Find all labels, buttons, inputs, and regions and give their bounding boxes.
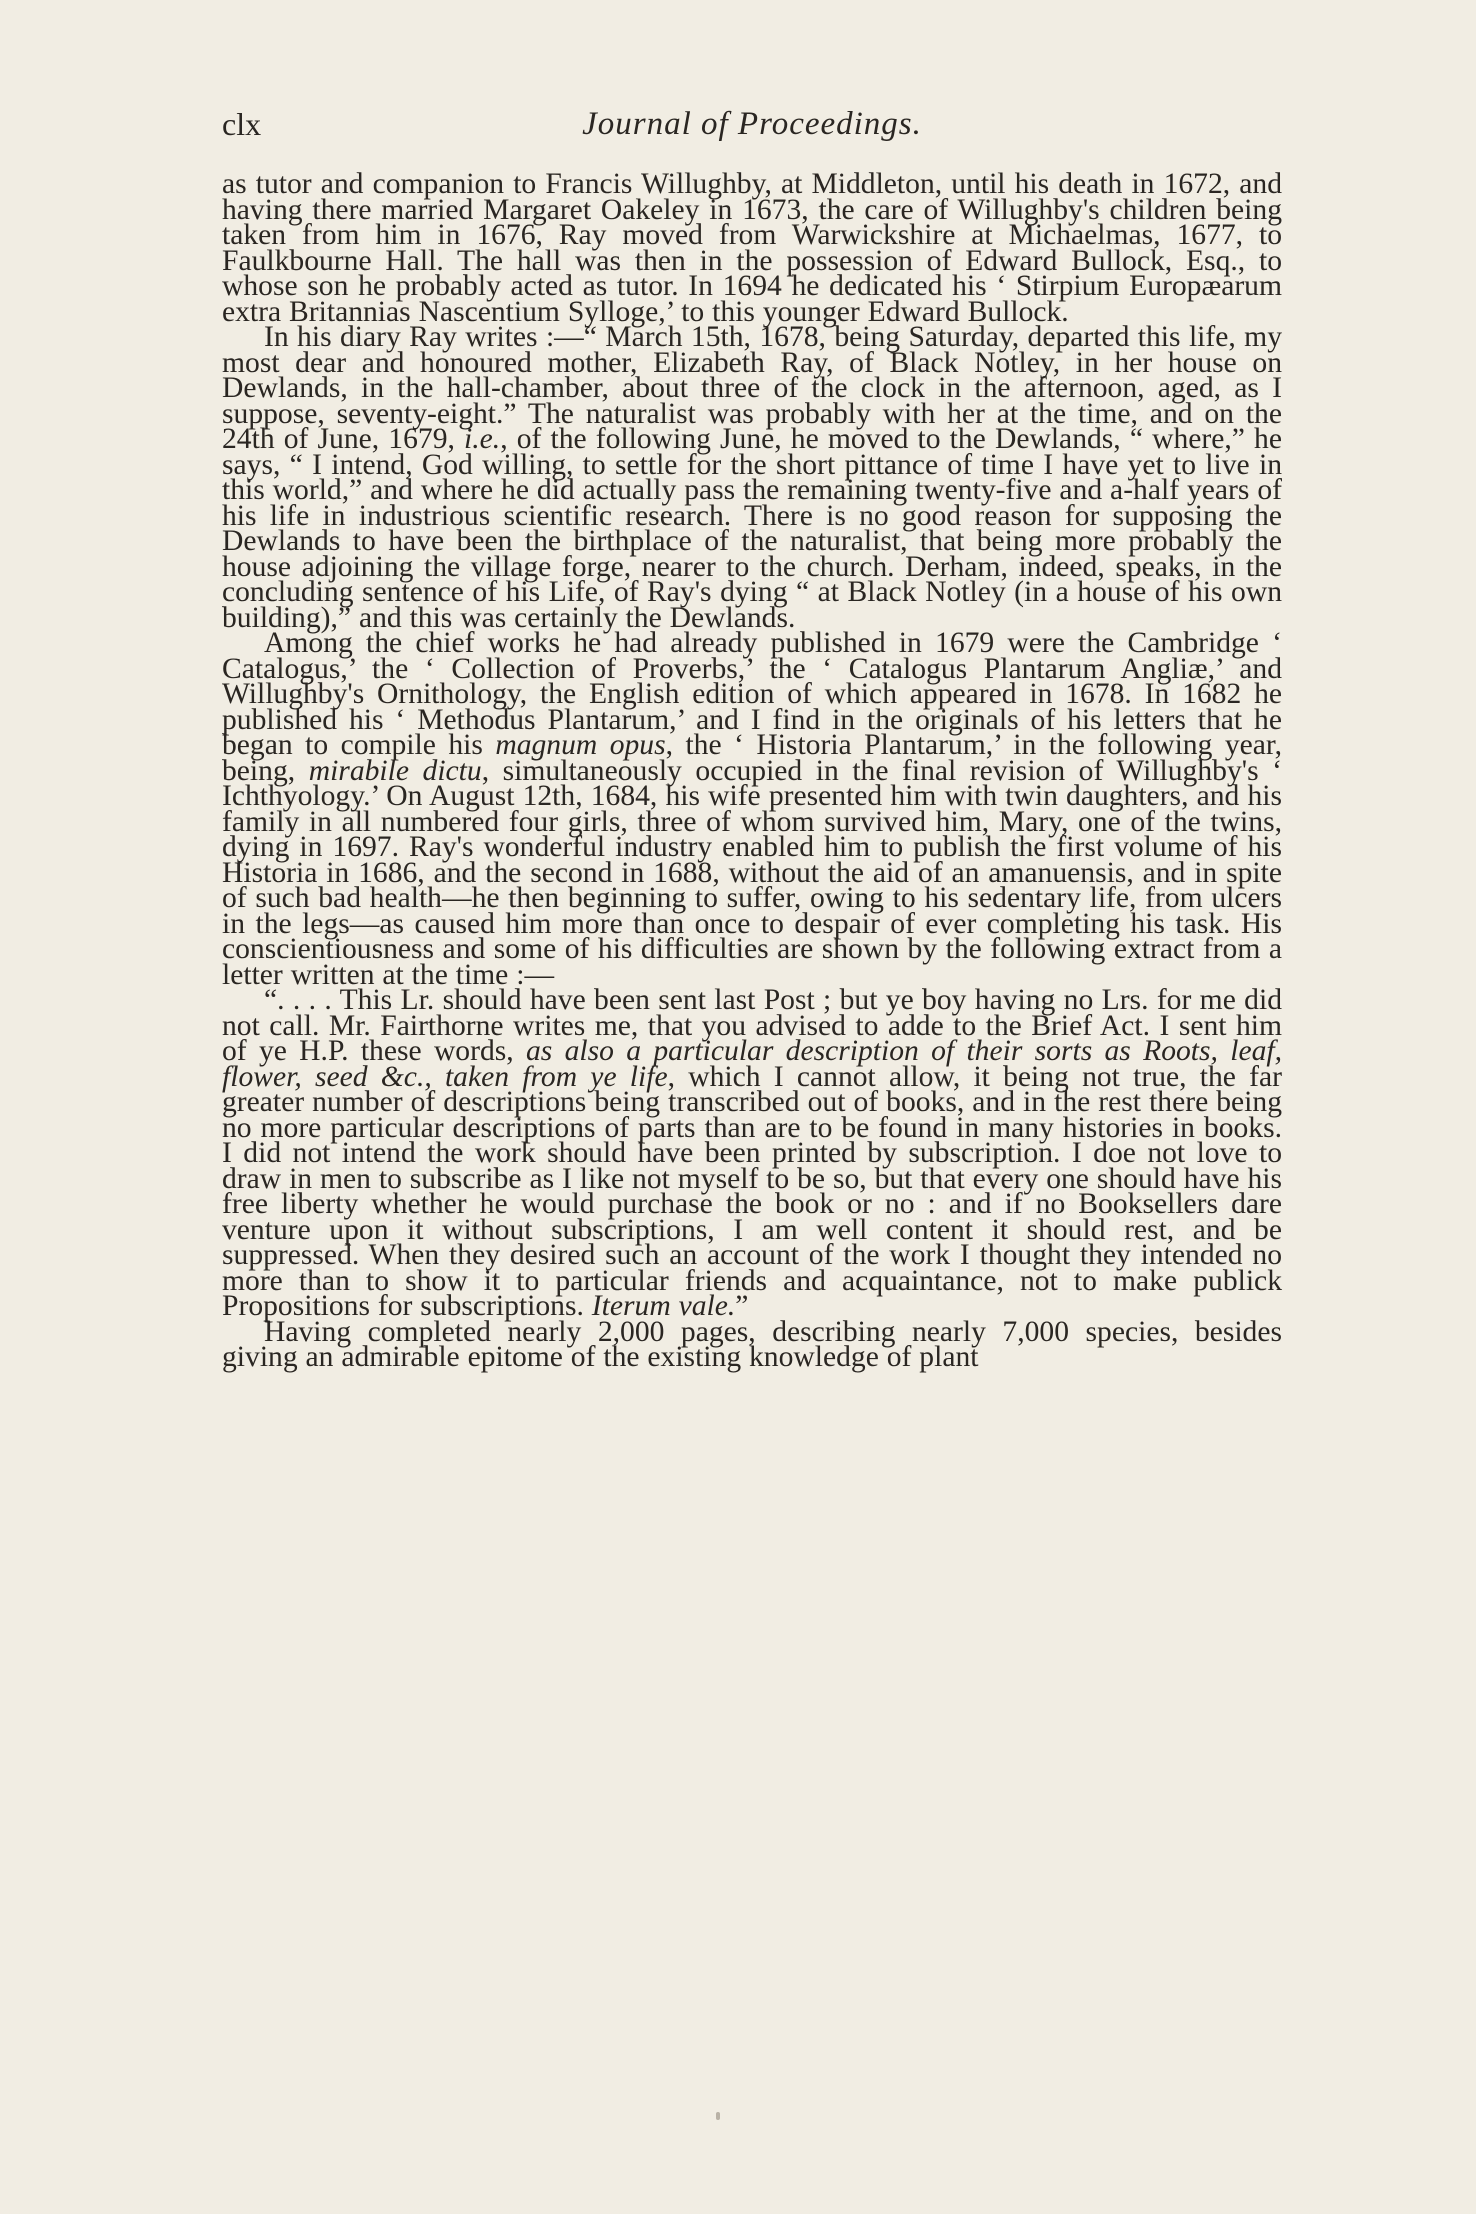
page-header — [222, 106, 1282, 156]
italic-abbreviation: i.e. — [464, 423, 501, 455]
text-run: , the ‘ Historia Plantarum,’ in the following year, being, — [222, 729, 1282, 787]
italic-phrase: magnum opus — [495, 729, 666, 761]
running-title: Journal of Proceedings. — [582, 106, 922, 142]
ink-speck — [716, 2112, 720, 2120]
paragraph-diary — [222, 321, 1282, 634]
text-run: Among the chief works he had already published in 1679 were the Cambridge ‘ Catalogus,’ the ‘ Collection of Proverbs,’ the ‘ Catalogus Plantarum Angliæ,’ and Willughby's Ornithology, the English edition of which appeared in 1678. In 1682 he published his ‘ Methodus Plantarum,’ and I find in the originals of his letters that he began to compile his — [222, 627, 1282, 761]
closing-quote: ” — [735, 1290, 749, 1322]
letter-extract — [222, 984, 1283, 1322]
body-text — [222, 168, 1283, 1373]
text-run: , which I cannot allow, it being not true, the far greater number of descriptions being transcribed out of books, and in the rest there being no more particular descriptions of parts than are to be found in many histories in books. I did not intend the work should have been printed by subscription. I doe not love to draw in men to subscribe as I like not myself to be so, but that every one should have his free liberty whether he would purchase the book or no : and if no Booksellers dare venture upon it without subscriptions, I am well content it should rest, and be suppressed. When they desired such an account of the work I thought they intended no more than to show it to particular friends and acquaintance, not to make publick Propositions for subscriptions. — [222, 1060, 1282, 1322]
paragraph-continued: as tutor and companion to Francis Willughby, at Middleton, until his death in 1672, and having there married Margaret Oakeley in 1673, the care of Willughby's children being taken from him in 1676, Ray moved from Warwickshire at Michaelmas, 1677, to Faulkbourne Hall. The hall was then in the possession of Edward Bullock, Esq., to whose son he probably acted as tutor. In 1694 he dedicated his ‘ Stirpium Europæarum extra Britannias Nascentium Sylloge,’ to this younger Edward Bullock. — [222, 168, 1282, 328]
page-number: clx — [222, 106, 262, 142]
italic-closing: Iterum vale. — [591, 1290, 736, 1322]
paragraph-works — [222, 627, 1282, 991]
italic-phrase: mirabile dictu — [308, 754, 482, 787]
paragraph-final: Having completed nearly 2,000 pages, describing nearly 7,000 species, besides giving an admirable epitome of the existing knowledge of plant — [222, 1315, 1282, 1373]
text-run: “. . . . This Lr. should have been sent last Post ; but ye boy having no Lrs. for me did not call. Mr. Fairthorne writes me, that you advised to adde to the Brief Act. I sent him of ye H.P. these words, — [222, 984, 1282, 1067]
italic-quotation: as also a particular description of their sorts as Roots, leaf, flower, seed &c., taken from ye life — [222, 1035, 1283, 1093]
text-run: In his diary Ray writes :—“ March 15th, 1678, being Saturday, departed this life, my most dear and honoured mother, Elizabeth Ray, of Black Notley, in her house on Dewlands, in the hall-chamber, about three of the clock in the afternoon, aged, as I suppose, seventy-eight.” The naturalist was probably with her at the time, and on the 24th of June, 1679, — [222, 321, 1282, 455]
text-run: , of the following June, he moved to the Dewlands, “ where,” he says, “ I intend, God willing, to settle for the short pittance of time I have yet to live in this world,” and where he did actually pass the remaining twenty-five and a-half years of his life in industrious scientific research. There is no good reason for supposing the Dewlands to have been the birthplace of the naturalist, that being more probably the house adjoining the village forge, nearer to the church. Derham, indeed, speaks, in the concluding sentence of his Life, of Ray's dying “ at Black Notley (in a house of his own building),” and this was certainly the Dewlands. — [222, 423, 1282, 634]
text-run: , simultaneously occupied in the final revision of Willughby's ‘ Ichthyology.’ On August 12th, 1684, his wife presented him with twin daughters, and his family in all numbered four girls, three of whom survived him, Mary, one of the twins, dying in 1697. Ray's wonderful industry enabled him to publish the first volume of his Historia in 1686, and the second in 1688, without the aid of an amanuensis, and in spite of such bad health—he then beginning to suffer, owing to his sedentary life, from ulcers in the legs—as caused him more than once to despair of ever completing his task. His conscientiousness and some of his difficulties are shown by the following extract from a letter written at the time :— — [222, 754, 1282, 991]
